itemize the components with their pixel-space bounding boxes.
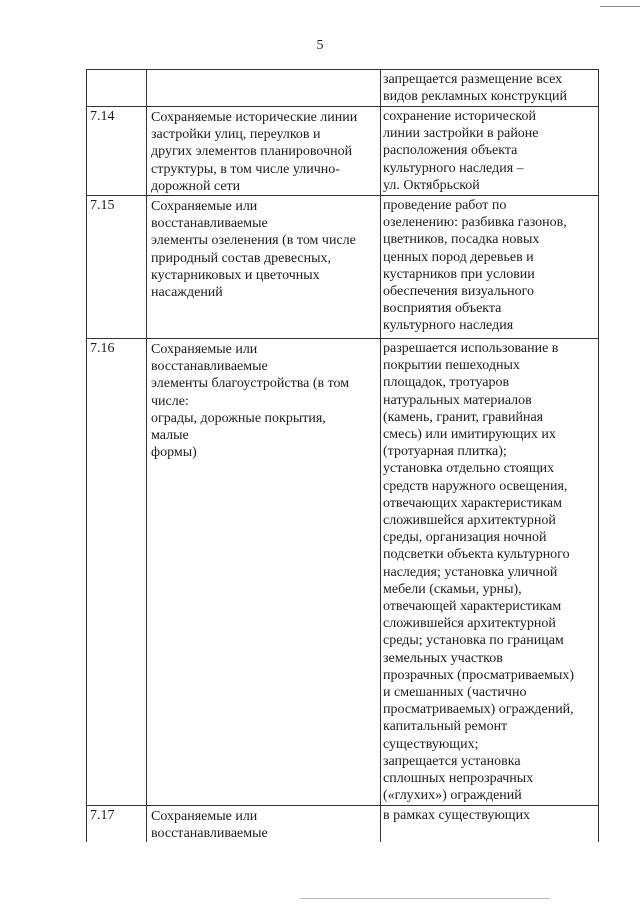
- element-text-line: формы): [151, 445, 197, 461]
- element-text-line: кустарниковых и цветочных: [151, 267, 320, 283]
- requirement-text-line: средств наружного освещения,: [383, 478, 568, 494]
- requirement-text-line: капитальный ремонт: [383, 719, 508, 735]
- requirement-text-line: ул. Октябрьской: [383, 177, 480, 193]
- requirement-text-line: видов рекламных конструкций: [383, 89, 567, 105]
- requirement-cell: [381, 339, 599, 805]
- requirement-text-line: отвечающих характеристикам: [383, 495, 562, 511]
- requirement-text-line: (камень, гранит, гравийная: [383, 409, 544, 425]
- requirement-text-line: ценных пород деревьев и: [383, 249, 534, 265]
- element-text-line: застройки улиц, переулков и: [151, 127, 321, 143]
- protected-element-cell: [147, 196, 381, 339]
- requirement-text-line: сплошных непрозрачных: [383, 771, 534, 787]
- element-text-line: числе:: [151, 393, 189, 409]
- requirement-text-line: обеспечения визуального: [383, 284, 534, 300]
- item-number-cell: 7.17: [87, 805, 147, 842]
- requirement-text-line: сохранение исторической: [383, 109, 537, 124]
- requirement-text-line: цветников, посадка новых: [383, 232, 540, 248]
- element-text-line: Сохраняемые или: [151, 342, 258, 358]
- scan-artifact-top: [600, 6, 640, 7]
- table-row: [87, 805, 599, 842]
- element-text-line: малые: [151, 428, 189, 444]
- protected-element-cell: [147, 70, 381, 107]
- element-text-line: других элементов планировочной: [151, 144, 353, 160]
- requirement-text-line: существующих;: [383, 736, 479, 752]
- element-text-line: элементы озеленения (в том числе: [151, 233, 356, 249]
- element-text-line: Сохраняемые исторические линии: [151, 110, 358, 125]
- requirement-text-line: среды; установка по границам: [383, 633, 564, 649]
- element-text-line: Сохраняемые или: [151, 199, 258, 215]
- requirement-text-line: линии застройки в районе: [383, 126, 539, 142]
- element-text-line: дорожной сети: [151, 178, 241, 194]
- requirement-text-line: запрещается размещение всех: [383, 72, 563, 87]
- table-row: [87, 339, 599, 805]
- requirement-text-line: прозрачных (просматриваемых): [383, 667, 575, 683]
- item-number-cell: [87, 70, 147, 107]
- requirement-text-line: натуральных материалов: [383, 392, 532, 408]
- table-row: [87, 107, 599, 196]
- element-text-line: структуры, в том числе улично-: [151, 161, 340, 177]
- protected-element-cell: [147, 339, 381, 805]
- requirement-text-line: проведение работ по: [383, 198, 507, 214]
- element-text-line: элементы благоустройства (в том: [151, 376, 350, 392]
- element-text-line: восстанавливаемые: [151, 359, 268, 375]
- requirement-text-line: («глухих») ограждений: [383, 788, 522, 804]
- element-text-line: восстанавливаемые: [151, 825, 268, 841]
- requirement-text-line: сложившейся архитектурной: [383, 513, 556, 529]
- requirement-text-line: площадок, тротуаров: [383, 375, 510, 391]
- requirement-cell: [381, 107, 599, 196]
- requirement-cell: [381, 70, 599, 107]
- page-number: 5: [316, 38, 324, 53]
- element-text-line: ограды, дорожные покрытия,: [151, 410, 326, 426]
- element-text-line: Сохраняемые или: [151, 808, 258, 824]
- requirement-text-line: восприятия объекта: [383, 301, 502, 317]
- requirement-text-line: расположения объекта: [383, 143, 518, 159]
- element-text-line: природный состав древесных,: [151, 250, 332, 266]
- table-row: [87, 196, 599, 339]
- requirement-text-line: сложившейся архитектурной: [383, 616, 556, 632]
- requirement-text-line: (тротуарная плитка);: [383, 444, 507, 460]
- requirement-text-line: озеленению: разбивка газонов,: [383, 215, 567, 231]
- item-number-cell: 7.14: [87, 107, 147, 196]
- requirement-text-line: подсветки объекта культурного: [383, 547, 570, 563]
- requirement-text-line: и смешанных (частично: [383, 685, 527, 701]
- requirement-cell: [381, 196, 599, 339]
- requirement-cell: [381, 805, 599, 842]
- element-text-line: насаждений: [151, 285, 223, 301]
- requirement-text-line: в рамках существующих: [383, 807, 531, 823]
- requirement-text-line: смесь) или имитирующих их: [383, 427, 556, 443]
- protected-element-cell: [147, 107, 381, 196]
- requirement-text-line: разрешается использование в: [383, 341, 559, 357]
- requirement-text-line: покрытии пешеходных: [383, 358, 520, 374]
- requirement-text-line: установка отдельно стоящих: [383, 461, 555, 477]
- requirement-text-line: мебели (скамьи, урны),: [383, 581, 522, 597]
- item-number-cell: 7.16: [87, 339, 147, 805]
- regulations-table: [86, 69, 599, 842]
- scan-artifact-bottom: [300, 898, 550, 899]
- requirement-text-line: наследия; установка уличной: [383, 564, 558, 580]
- requirement-text-line: среды, организация ночной: [383, 530, 547, 546]
- requirement-text-line: кустарников при условии: [383, 266, 535, 282]
- requirement-text-line: земельных участков: [383, 650, 503, 666]
- item-number-cell: 7.15: [87, 196, 147, 339]
- requirement-text-line: запрещается установка: [383, 753, 521, 769]
- requirement-text-line: культурного наследия: [383, 318, 514, 334]
- requirement-text-line: просматриваемых) ограждений,: [383, 702, 574, 718]
- requirement-text-line: культурного наследия –: [383, 160, 524, 176]
- protected-element-cell: [147, 805, 381, 842]
- table-row: [87, 70, 599, 107]
- requirement-text-line: отвечающей характеристикам: [383, 599, 562, 615]
- element-text-line: восстанавливаемые: [151, 216, 268, 232]
